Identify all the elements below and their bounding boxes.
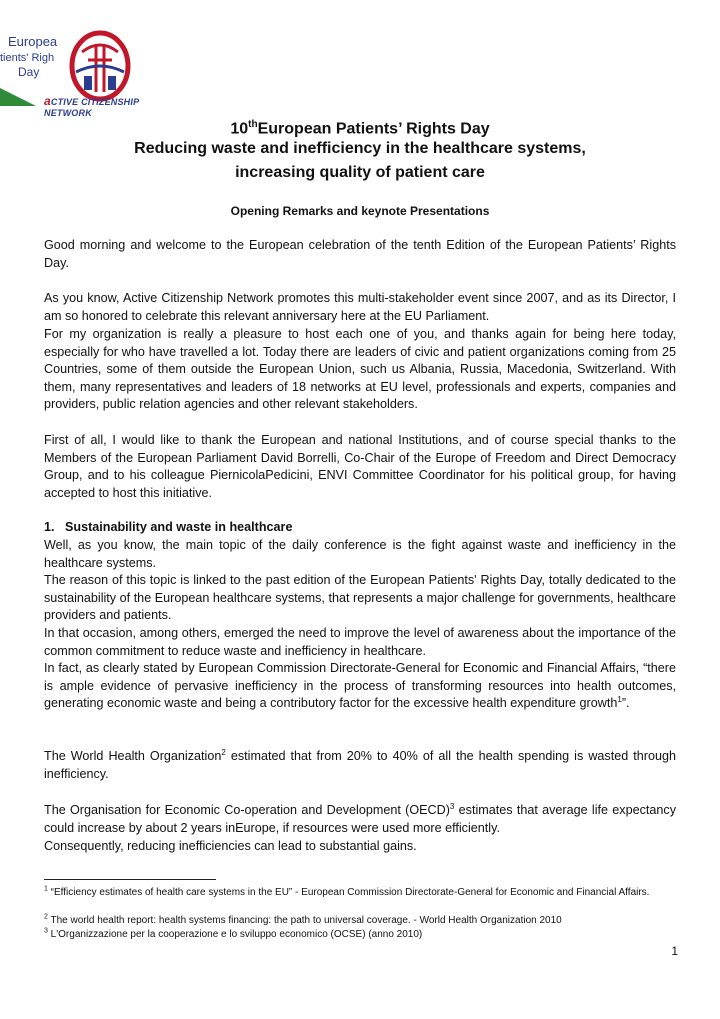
page-title-line1: 10thEuropean Patients’ Rights Day (230, 119, 490, 138)
paragraph-host: For my organization is really a pleasure to host each one of you, and thanks again for being here today, especially for who have travelled a lot. Today there are leaders of civic and patient organizations coming from 25 Countries, some of them outside the European Union, such us Albania, Russia, Macedonia, Switzerland. With them, many representatives and leaders of 18 networks at EU level, professionals and experts, companies and providers, public relation agencies and other relevant stakeholders. (44, 327, 676, 412)
event-logo (0, 30, 170, 118)
logo-text-line1: Europea (8, 34, 58, 49)
paragraph-oecd: The Organisation for Economic Co-operation and Development (OECD)$^3$ estimates that average life expectancy could increase by about 2 years inEurope, if resources were used more efficiently. (44, 801, 677, 835)
logo-text-line2: tients' Righ (0, 52, 55, 64)
paragraph-thanks: First of all, I would like to thank the European and national Institutions, and of course special thanks to the Members of the European Parliament David Borrelli, Co-Chair of the Europe of Freedom and Direct Democracy Group, and to his colleague PiernicolaPedicini, ENVI Committee Coordinator for his political group, for having accepted to host this initiative. (44, 433, 676, 500)
paragraph-who: The World Health Organization$^2$ estimated that from 20% to 40% of all the health spending is wasted through inefficiency. (44, 747, 677, 781)
page-number: 1 (671, 944, 678, 958)
footnote-1: $^1$ “Efficiency estimates of health care systems in the EU” - European Commission Directorate-General for Economic and Financial Affairs. (44, 885, 650, 898)
footnote-2: $^2$ The world health report: health systems financing: the path to universal coverage. - World Health Organization 2010 (44, 913, 562, 926)
page-title-line3: increasing quality of patient care (235, 164, 485, 181)
paragraph-conclusion: Consequently, reducing inefficiencies can lead to substantial gains. (44, 839, 417, 853)
paragraph-director: As you know, Active Citizenship Network promotes this multi-stakeholder event since 2007, and as its Director, I am so honored to celebrate this relevant anniversary here at the EU Parliament. (44, 291, 676, 323)
footnote-3: $^3$ L'Organizzazione per la cooperazione e lo sviluppo economico (OCSE) (anno 2010) (44, 927, 423, 940)
paragraph-occasion: In that occasion, among others, emerged the need to improve the level of awareness about the importance of the common commitment to reduce waste and inefficiency in healthcare. (44, 626, 676, 658)
subheading: Opening Remarks and keynote Presentations (230, 204, 490, 218)
logo-text-line3: Day (18, 65, 40, 79)
paragraph-topic: Well, as you know, the main topic of the daily conference is the fight against waste and inefficiency in the healthcare systems. (44, 538, 676, 570)
section-heading: 1. Sustainability and waste in healthcare (44, 520, 293, 534)
paragraph-commission-quote: In fact, as clearly stated by European Commission Directorate-General for Economic and Financial Affairs, “there is ample evidence of pervasive inefficiency in the process of transforming resources into health outcomes, generating economic waste and being a contributory factor for the excessive health expenditure growth$^1$”. (44, 661, 676, 711)
paragraph-reason: The reason of this topic is linked to the past edition of the European Patients' Rights Day, totally dedicated to the sustainability of the European healthcare systems, that represents a major challenge for governments, healthcare providers and patients. (44, 573, 676, 623)
page-title-line2: Reducing waste and inefficiency in the healthcare systems, (134, 140, 586, 157)
logo-network-name: aCTIVE CITIZENSHIP NETWORK (44, 94, 139, 118)
footnote-divider (44, 879, 216, 880)
paragraph-welcome: Good morning and welcome to the European celebration of the tenth Edition of the European Patients’ Rights Day. (44, 238, 676, 270)
